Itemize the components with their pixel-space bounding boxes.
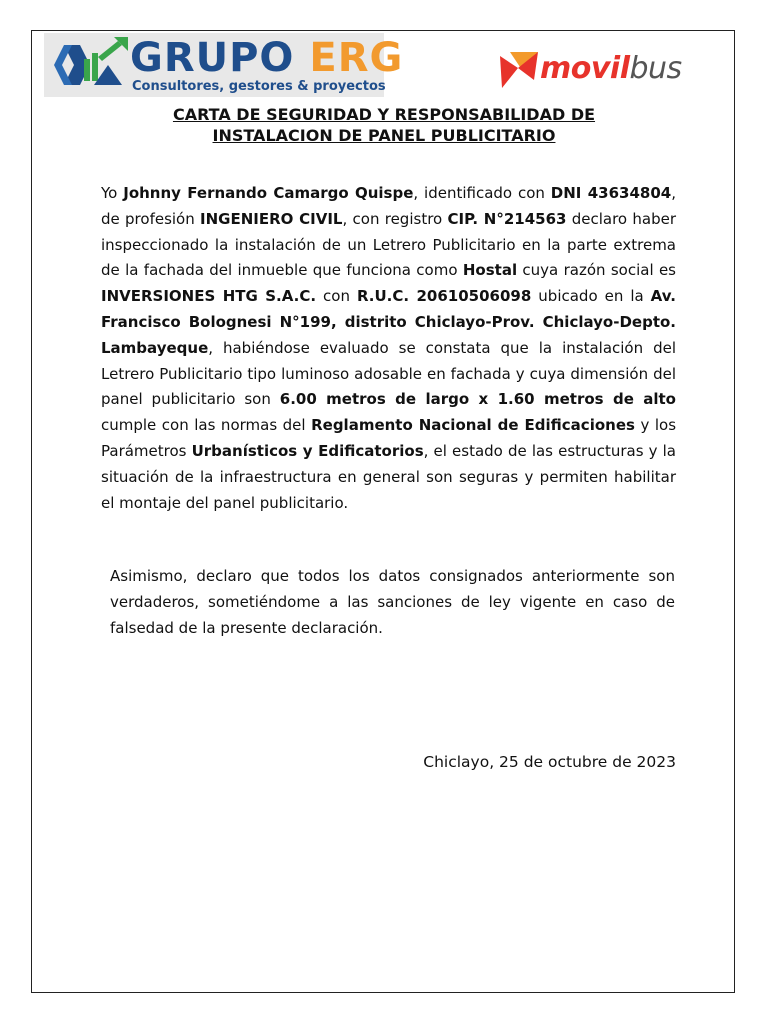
grupo-erg-logo [44,33,404,97]
movilbus-logo [498,48,682,94]
grupo-erg-wordmark [130,36,403,80]
text-segment: declaro haber inspeccionado la instalación de un Letrero Publicitario en la parte extrema de la fachada del inmueble que funciona como [101,209,676,280]
text-segment: cumple con las normas del [101,416,312,435]
document-title: CARTA DE SEGURIDAD Y RESPONSABILIDAD DE INSTALACION DE PANEL PUBLICITARIO [172,105,596,145]
bold-segment: Reglamento Nacional de Edificaciones [311,416,635,435]
text-segment: y los Parámetros [101,416,677,460]
movilbus-wordmark [540,52,682,86]
bold-segment: R.U.C. 20610506098 [356,287,532,306]
text-segment: , habiéndose evaluado se constata que la instalación del Letrero Publicitario tipo luminoso adosable en fachada y cuya dimensión del panel publicitario son [101,338,676,409]
bold-segment: INGENIERO CIVIL [200,209,343,228]
text-segment: , de profesión [101,184,676,228]
grupo-erg-subtitle: Consultores, gestores & proyectos [132,79,386,94]
erg-word: ERG [309,35,404,81]
bold-segment: DNI 43634804 [550,184,672,202]
text-segment: , con registro [342,209,448,228]
grupo-erg-emblem-icon [50,37,130,93]
grupo-word: GRUPO [130,35,295,81]
text-segment: con [316,287,357,306]
bus-word: bus [629,51,682,86]
bold-segment: Hostal [462,261,518,280]
bold-segment: CIP. N°214563 [447,209,567,228]
text-segment: , el estado de las estructuras y la situación de la infraestructura en general son seguras y permiten habilitar el montaje del panel publicitario. [101,441,676,512]
movilbus-emblem-icon [498,50,540,90]
bold-segment: Av. Francisco Bolognesi N°199, distrito Chiclayo-Prov. Chiclayo-Depto. Lambayeque [101,287,676,357]
affirmation-paragraph: Asimismo, declaro que todos los datos consignados anteriormente son verdaderos, sometiéndome a las sanciones de ley vigente en caso de falsedad de la presente declaración. [110,567,675,637]
text-segment: , identificado con [413,184,551,202]
place-date: Chiclayo, 25 de octubre de 2023 [423,753,676,771]
bold-segment: Johnny Fernando Camargo Quispe [123,184,414,202]
text-segment: cuya razón social es [517,261,676,280]
declaration-paragraph [101,181,676,516]
text-segment: ubicado en la [531,287,651,306]
bold-segment: 6.00 metros de largo x 1.60 metros de alto [279,390,676,409]
bold-segment: INVERSIONES HTG S.A.C. [101,287,317,306]
text-segment: Yo [101,184,124,202]
movil-word: movil [540,51,630,86]
bold-segment: Urbanísticos y Edificatorios [191,441,424,460]
